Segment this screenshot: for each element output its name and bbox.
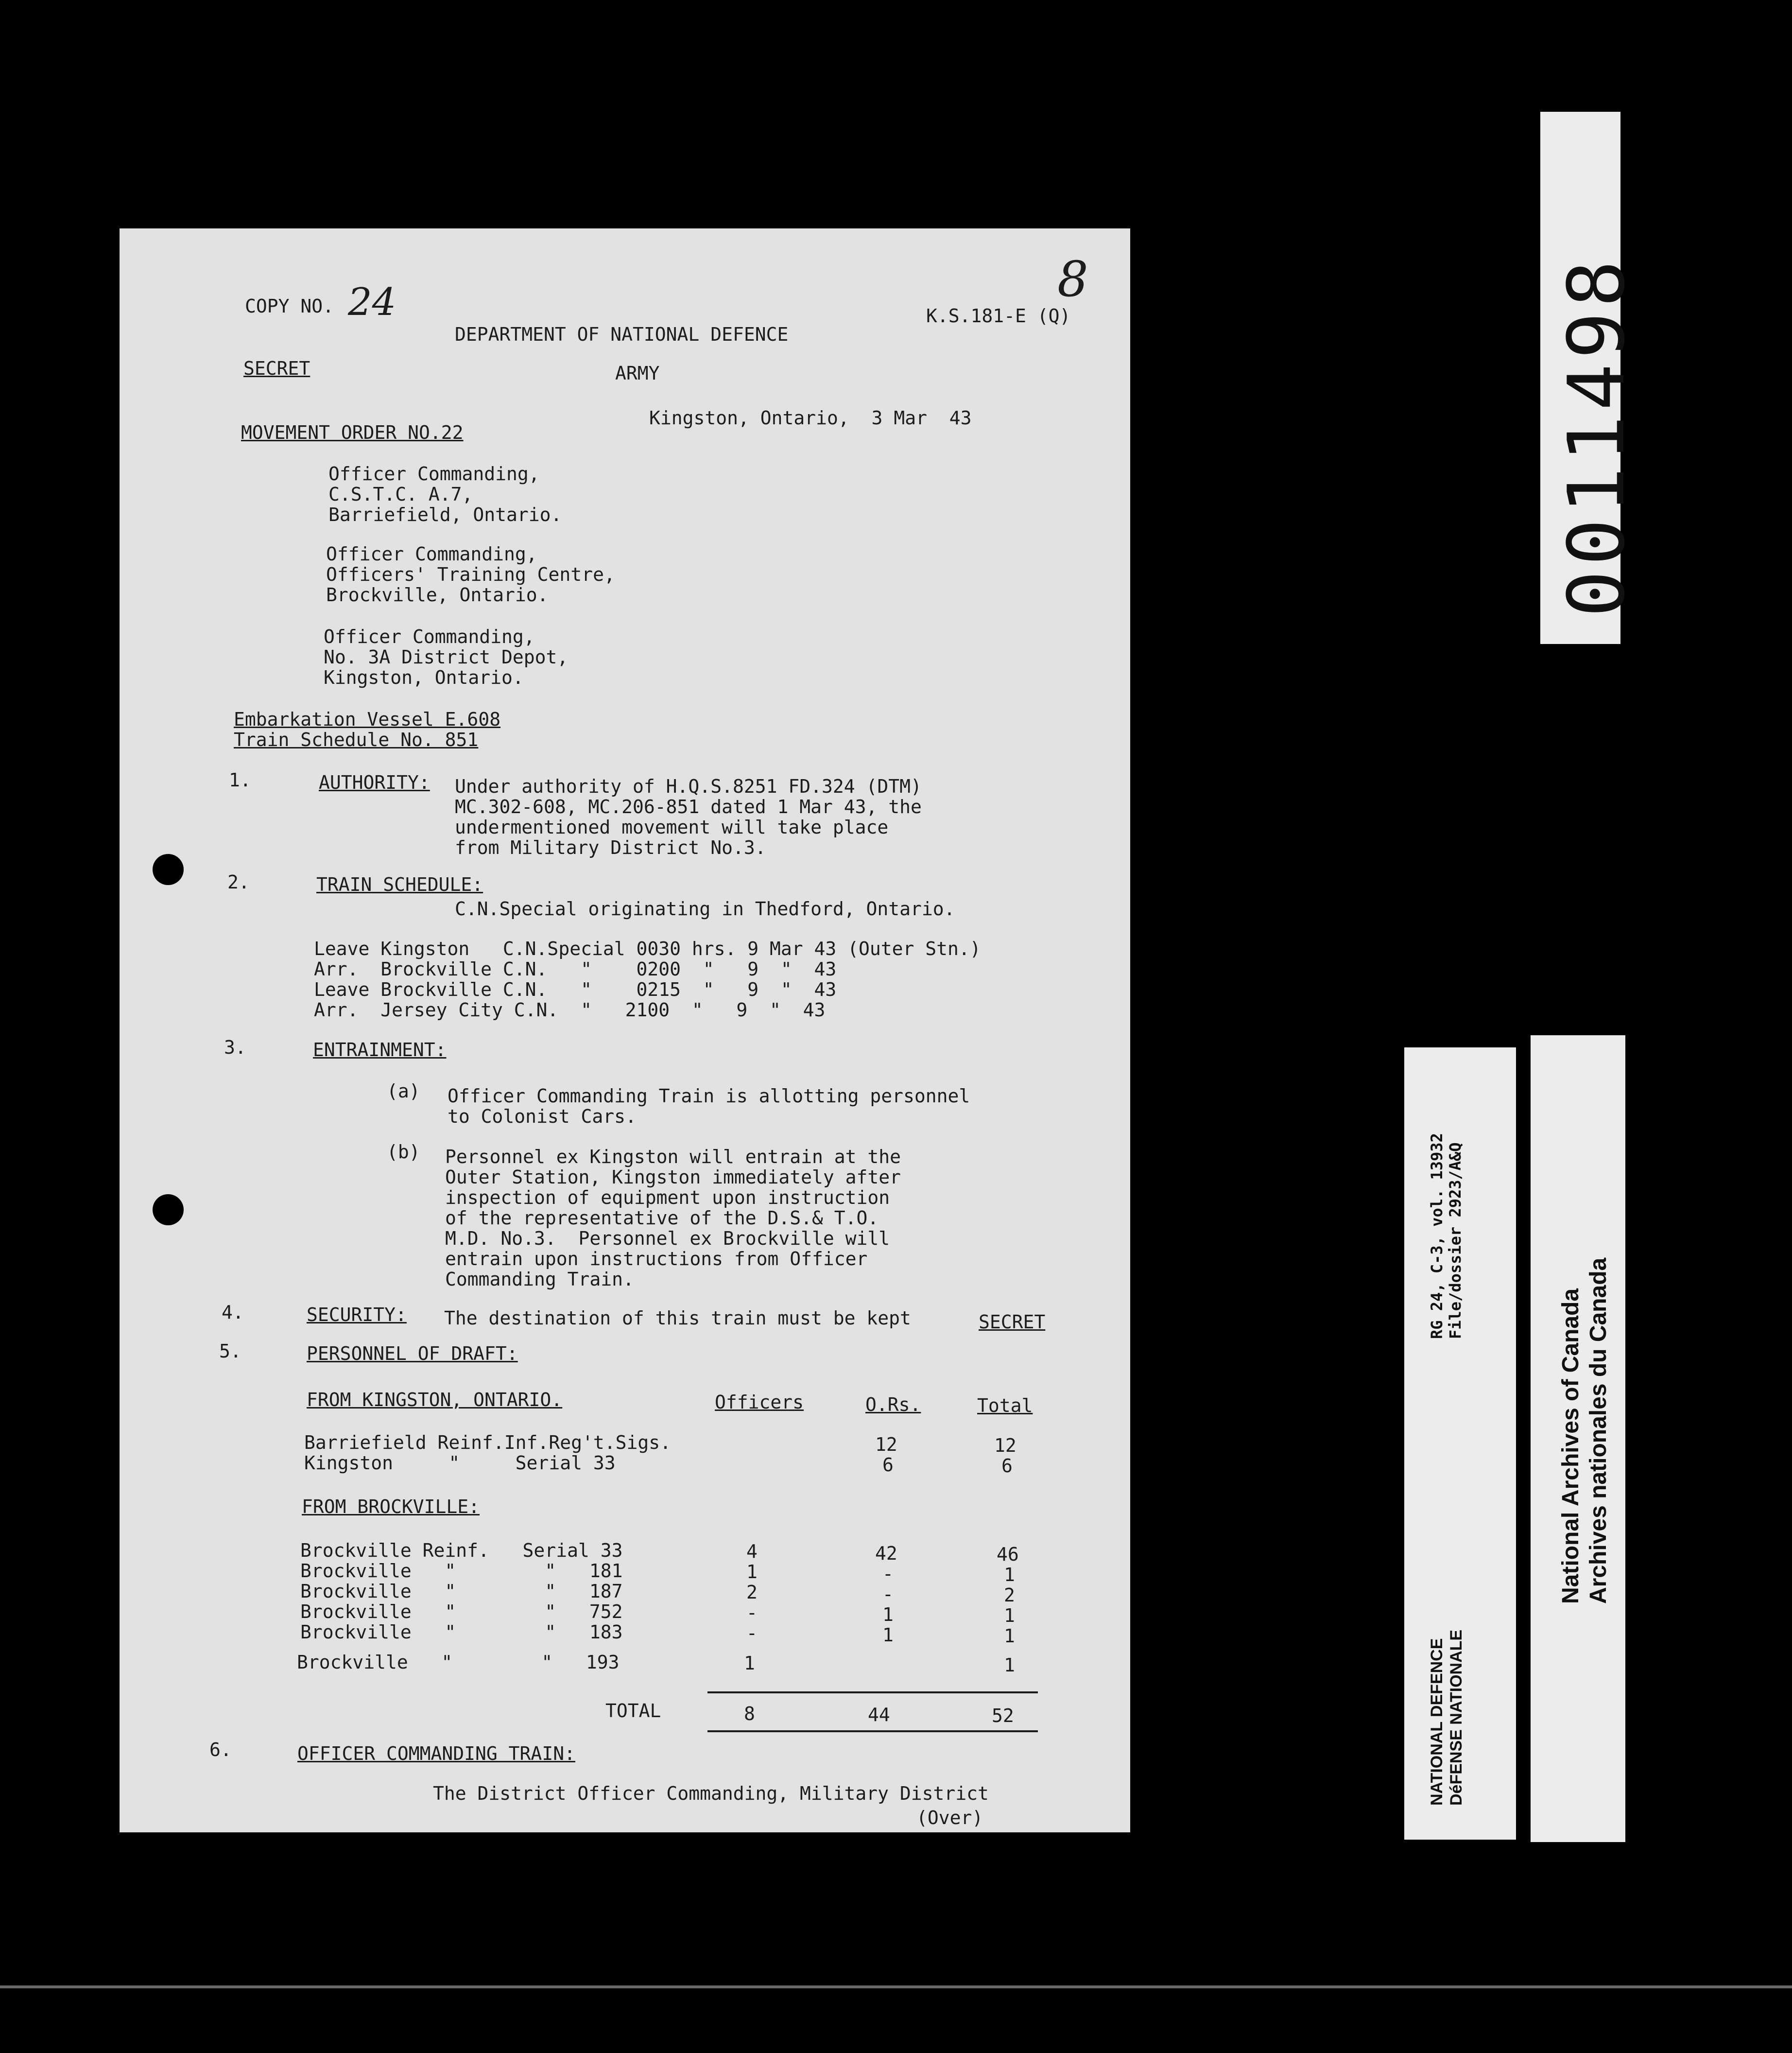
- schedule-row: Arr. Jersey City C.N. " 2100 " 9 " 43: [314, 999, 826, 1021]
- vessel-line: Embarkation Vessel E.608: [234, 709, 501, 730]
- unit-name: Barriefield Reinf.Inf.Reg't.Sigs.: [304, 1432, 671, 1453]
- para-3b-label: (b): [387, 1141, 420, 1163]
- para-1-line: undermentioned movement will take place: [455, 817, 889, 838]
- total-total: 52: [992, 1705, 1014, 1726]
- ors-cell: 12: [875, 1434, 897, 1455]
- para-5-heading: PERSONNEL OF DRAFT:: [307, 1343, 518, 1364]
- para-3b-line: Commanding Train.: [445, 1269, 634, 1290]
- para-4-heading: SECURITY:: [307, 1304, 407, 1325]
- total-cell: 6: [1001, 1455, 1013, 1477]
- schedule-row: Arr. Brockville C.N. " 0200 " 9 " 43: [314, 958, 837, 980]
- addressee-line: Officer Commanding,: [324, 626, 535, 647]
- unit-name: Brockville Reinf. Serial 33: [300, 1540, 623, 1561]
- unit-name: Brockville " " 752: [300, 1601, 623, 1622]
- officers-cell: 2: [746, 1582, 758, 1603]
- document-page: [120, 228, 1130, 1832]
- frame-number-strip: [1540, 112, 1642, 644]
- folio-number: 8: [1057, 251, 1088, 308]
- para-3b-line: Outer Station, Kingston immediately after: [445, 1166, 901, 1188]
- para-6-heading: OFFICER COMMANDING TRAIN:: [297, 1743, 575, 1764]
- frame-number: 0011498: [1551, 255, 1642, 617]
- schedule-row: Leave Kingston C.N.Special 0030 hrs. 9 Mar 43 (Outer Stn.): [314, 938, 981, 959]
- unit-name: Brockville " " 187: [300, 1581, 623, 1602]
- schedule-origin: C.N.Special originating in Thedford, Ontario.: [455, 898, 955, 920]
- department-en: NATIONAL DEFENCE: [1428, 1638, 1446, 1806]
- total-cell: 1: [1004, 1625, 1015, 1647]
- reference-line-2: File/dossier 2923/A&Q: [1446, 1142, 1465, 1339]
- copy-label: COPY NO.: [245, 296, 334, 317]
- para-3a-label: (a): [387, 1080, 420, 1102]
- addressee-line: C.S.T.C. A.7,: [328, 484, 473, 505]
- para-3-heading: ENTRAINMENT:: [313, 1039, 447, 1061]
- addressee-line: Officer Commanding,: [326, 543, 537, 565]
- addressee-line: Officers' Training Centre,: [326, 564, 615, 585]
- department-fr: DéFENSE NATIONALE: [1447, 1629, 1465, 1806]
- para-3b-line: inspection of equipment upon instruction: [445, 1187, 890, 1208]
- total-cell: 12: [994, 1435, 1017, 1456]
- total-ors: 44: [868, 1704, 890, 1725]
- train-schedule-number: Train Schedule No. 851: [234, 729, 479, 750]
- punch-hole: [153, 854, 184, 885]
- officers-cell: 1: [746, 1561, 758, 1583]
- ors-cell: -: [882, 1583, 894, 1605]
- para-2-heading: TRAIN SCHEDULE:: [316, 874, 483, 895]
- classification: SECRET: [243, 358, 310, 379]
- ors-cell: 6: [882, 1454, 894, 1476]
- addressee-line: Kingston, Ontario.: [324, 667, 524, 688]
- archives-name-en: National Archives of Canada: [1558, 1288, 1584, 1604]
- ors-cell: 42: [875, 1543, 897, 1564]
- para-3a-line: Officer Commanding Train is allotting personnel: [448, 1085, 970, 1107]
- unit-name: Brockville " " 183: [300, 1621, 623, 1643]
- para-3b-line: Personnel ex Kingston will entrain at the: [445, 1146, 901, 1167]
- department-heading: DEPARTMENT OF NATIONAL DEFENCE: [455, 324, 789, 345]
- officers-cell: 1: [744, 1653, 755, 1674]
- total-cell: 1: [1004, 1564, 1015, 1585]
- column-header-total: Total: [977, 1395, 1033, 1416]
- service-heading: ARMY: [615, 363, 660, 384]
- para-1-line: Under authority of H.Q.S.8251 FD.324 (DTM): [455, 776, 922, 797]
- kingston-heading: FROM KINGSTON, ONTARIO.: [307, 1389, 563, 1410]
- para-3b-line: entrain upon instructions from Officer: [445, 1248, 868, 1270]
- total-cell: 46: [997, 1544, 1019, 1565]
- unit-name: Kingston " Serial 33: [304, 1452, 616, 1474]
- place-date: Kingston, Ontario, 3 Mar 43: [649, 407, 972, 429]
- para-3b-line: M.D. No.3. Personnel ex Brockville will: [445, 1228, 890, 1249]
- film-edge-line: [0, 1985, 1792, 1988]
- document-reference: K.S.181-E (Q): [926, 305, 1071, 327]
- para-5-number: 5.: [219, 1340, 241, 1362]
- column-header-ors: O.Rs.: [865, 1394, 921, 1415]
- para-6-text: The District Officer Commanding, Military District: [433, 1783, 989, 1804]
- para-1-line: from Military District No.3.: [455, 837, 766, 858]
- unit-name: Brockville " " 193: [297, 1652, 620, 1673]
- archive-reference-label: [1404, 1047, 1516, 1840]
- para-6-number: 6.: [209, 1739, 232, 1760]
- total-cell: 1: [1004, 1654, 1015, 1676]
- order-title: MOVEMENT ORDER NO.22: [241, 422, 464, 443]
- addressee-line: No. 3A District Depot,: [324, 646, 569, 668]
- para-1-heading: AUTHORITY:: [319, 772, 430, 793]
- officers-cell: 4: [746, 1541, 758, 1562]
- total-label: TOTAL: [605, 1700, 661, 1722]
- para-4-text: The destination of this train must be kept: [444, 1307, 911, 1329]
- copy-number: 24: [348, 280, 396, 324]
- total-cell: 1: [1004, 1605, 1015, 1626]
- ors-cell: 1: [882, 1604, 894, 1625]
- addressee-line: Barriefield, Ontario.: [328, 504, 562, 525]
- reference-line-1: RG 24, C-3, vol. 13932: [1428, 1133, 1446, 1339]
- para-3a-line: to Colonist Cars.: [448, 1106, 637, 1127]
- para-3b-line: of the representative of the D.S.& T.O.: [445, 1207, 879, 1229]
- punch-hole: [153, 1194, 184, 1225]
- column-header-officers: Officers: [715, 1392, 804, 1413]
- total-rule-top: [707, 1691, 1038, 1693]
- archives-name-fr: Archives nationales du Canada: [1585, 1257, 1611, 1604]
- schedule-row: Leave Brockville C.N. " 0215 " 9 " 43: [314, 979, 837, 1000]
- para-1-line: MC.302-608, MC.206-851 dated 1 Mar 43, the: [455, 796, 922, 818]
- officers-cell: -: [746, 1602, 758, 1623]
- ors-cell: 1: [882, 1624, 894, 1646]
- total-rule-bottom: [707, 1730, 1038, 1732]
- brockville-heading: FROM BROCKVILLE:: [302, 1496, 480, 1517]
- officers-cell: -: [746, 1622, 758, 1644]
- over-note: (Over): [916, 1807, 983, 1828]
- unit-name: Brockville " " 181: [300, 1560, 623, 1582]
- archives-label: [1531, 1035, 1625, 1842]
- total-cell: 2: [1004, 1584, 1015, 1606]
- total-officers: 8: [744, 1703, 755, 1724]
- para-3-number: 3.: [224, 1037, 246, 1058]
- addressee-line: Brockville, Ontario.: [326, 584, 549, 606]
- para-4-number: 4.: [222, 1302, 244, 1323]
- addressee-line: Officer Commanding,: [328, 463, 540, 485]
- para-4-emphasis: SECRET: [979, 1311, 1046, 1333]
- para-2-number: 2.: [227, 871, 250, 893]
- para-1-number: 1.: [229, 769, 251, 791]
- ors-cell: -: [882, 1563, 894, 1584]
